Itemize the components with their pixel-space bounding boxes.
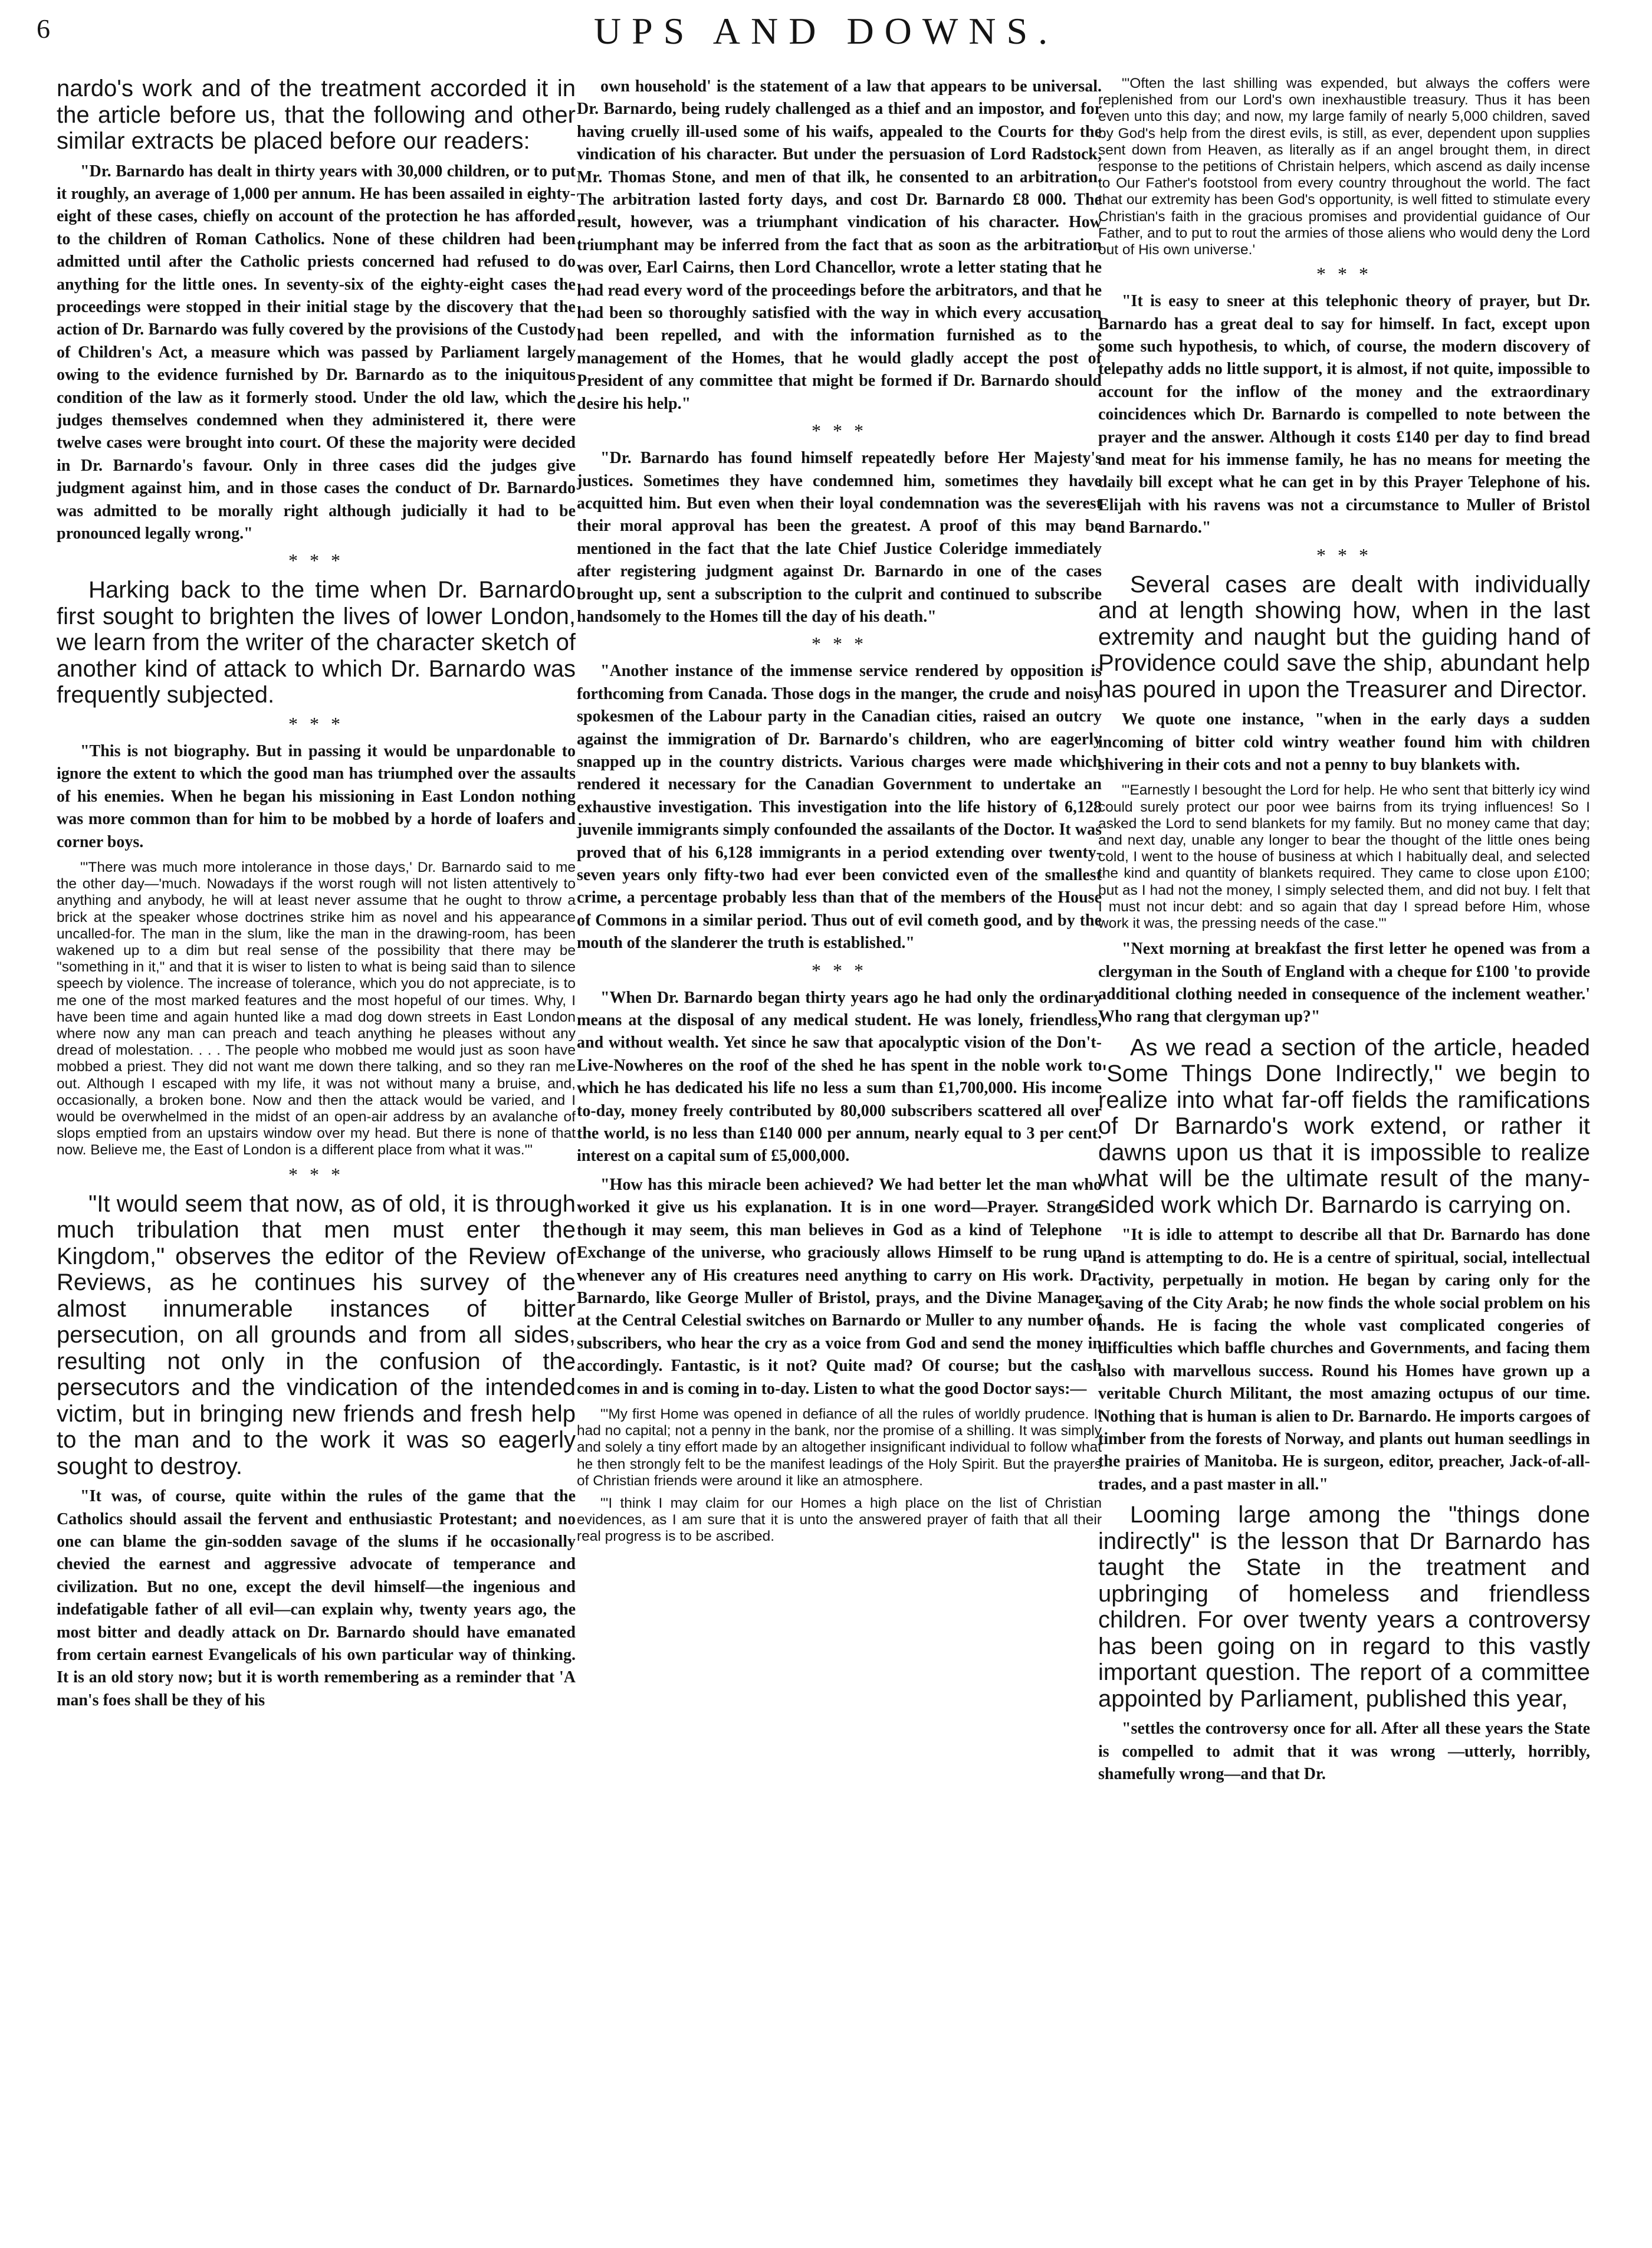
quoted-paragraph: "It is idle to attempt to describe all that Dr. Barnardo has done and is attempting to do. He is a centre of spiritual, social, intellectual activity, perpetually in motion. He began by caring only for the saving of the City Arab; he now finds the whole social problem on his hands. He is facing the whole vast complicated congeries of difficulties which baffle churches and Governments, and facing them also with marvellous success. Round his Homes have grown up a veritable Church Militant, the most amazing octupus of our time. Nothing that is human is alien to Dr. Barnardo. He imports cargoes of timber from the forests of Norway, and plants out human seedlings in the prairies of Manitoba. He is surgeon, editor, preacher, Jack-of-all-trades, and a past master in all." — [1098, 1226, 1590, 1494]
small-quoted-paragraph: "'Often the last shilling was expended, but always the coffers were replenished from our Lord's own inexhaustible treasury. Thus it has been even unto this day; and now, my large family of nearly 5,000 children, saved by God's help from the direst evils, is still, as ever, dependent upon supplies sent down from Heaven, as literally as if an angel brought them, in direct response to the petitions of Christain helpers, which ascend as daily incense to Our Father's footstool from every country throughout the world. The fact that our extremity has been God's opportunity, is well fitted to stimulate every Christian's faith in the gracious promises and providential guidance of Our Father, and to put to rout the armies of those aliens who would deny the Lord out of His own universe.' — [1098, 76, 1590, 258]
section-ornament: * * * — [288, 550, 344, 572]
quoted-paragraph: "How has this miracle been achieved? We had better let the man who worked it give us his explanation. It is in one word—Prayer. Strange though it may seem, this man believes in God as a kind of Telephone Exchange of the universe, who graciously allows Himself to be rung up whenever any of His creatures need anything to carry on His work. Dr. Barnardo, like George Muller of Bristol, prays, and the Divine Manager at the Central Celestial switches on Barnardo or Muller to any number of subscribers, who hear the cry as a voice from God and send the money in accordingly. Fantastic, is it not? Quite mad? Of course; but the cash comes in and is coming in to-day. Listen to what the good Doctor says:— — [577, 1175, 1102, 1398]
section-ornament: * * * — [812, 420, 867, 442]
quoted-paragraph: We quote one instance, "when in the early days a sudden incoming of bitter cold wintry weather found him with children shivering in their cots and not a penny to buy blankets with. — [1098, 710, 1590, 775]
section-ornament: * * * — [812, 959, 867, 981]
section-ornament: * * * — [288, 713, 344, 734]
article-paragraph: nardo's work and of the treatment accorded it in the article before us, that the following and other similar extracts be placed before our readers: — [57, 76, 576, 154]
quoted-paragraph: "Dr. Barnardo has found himself repeatedly before Her Majesty's justices. Sometimes they have condemned him, sometimes they have acquitted him. But even when their loyal condemnation was the severest their moral approval has been the greatest. A proof of this may be mentioned in the fact that the late Chief Justice Coleridge immediately after registering judgment against Dr. Barnardo in one of the cases brought up, sent a subscription to the culprit and continued to subscribe handsomely to the Homes till the day of his death." — [577, 449, 1102, 626]
quoted-paragraph: "Another instance of the immense service rendered by opposition is forthcoming from Canada. Those dogs in the manger, the crude and noisy spokesmen of the Labour party in the Canadian cities, raised an outcry against the immigration of Dr. Barnardo's children, who are eagerly snapped up in the country districts. Various charges were made which rendered it necessary for the Canadian Government to undertake an exhaustive investigation. This investigation into the life history of 6,128 juvenile immigrants simply confounded the assailants of the Doctor. It was proved that of his 6,128 immigrants in a period extending over twenty-seven years only fifty-two had ever been convicted even of the smallest crime, a percentage probably less than that of the members of the House of Commons in a similar period. Thus out of evil cometh good, and by the mouth of the slanderer the truth is established." — [577, 662, 1102, 953]
small-quoted-paragraph: "'I think I may claim for our Homes a high place on the list of Christian evidences, as I am sure that it is unto the answered prayer of faith that all their real progress is to be ascribed. — [577, 1495, 1102, 1545]
section-ornament: * * * — [1316, 544, 1372, 566]
quoted-paragraph: "Next morning at breakfast the first letter he opened was from a clergyman in the South of England with a cheque for £100 'to provide additional clothing needed in consequence of the inclement weather.' Who rang that clergyman up?" — [1098, 940, 1590, 1026]
section-ornament: * * * — [812, 633, 867, 655]
column-3 — [1098, 76, 1590, 1791]
quoted-paragraph: "When Dr. Barnardo began thirty years ago he had only the ordinary means at the disposal of any medical student. He was lonely, friendless, and without wealth. Yet since he saw that apocalyptic vision of the Don't-Live-Nowheres on the roof of the shed he has spent in the noble work to which he has dedicated his life no less a sum than £1,700,000. His income to-day, money freely contributed by 80,000 subscribers scattered all over the world, is no less than £140 000 per annum, nearly equal to 3 per cent. interest on a capital sum of £5,000,000. — [577, 988, 1102, 1166]
article-paragraph: "It would seem that now, as of old, it is through much tribulation that men must enter the Kingdom," observes the editor of the Review of Reviews, as he continues his survey of the almost innumerable instances of bitter persecution, on all grounds and from all sides, resulting not only in the confusion of the persecutors and the vindication of the intended victim, but in bringing new friends and fresh help to the man and to the work it was so eagerly sought to destroy. — [57, 1190, 576, 1479]
page-number: 6 — [37, 14, 50, 44]
small-quoted-paragraph: "'My first Home was opened in defiance of all the rules of worldly prudence. It had no capital; not a penny in the bank, nor the promise of a shilling. It was simply and solely a tiny effort made by an altogether insignificant individual to follow what he then strongly felt to be the manifest leadings of the Holy Spirit. But the prayers of Christian friends were around it like an atmosphere. — [577, 1406, 1102, 1489]
column-1 — [57, 76, 576, 1718]
quoted-paragraph: "settles the controversy once for all. After all these years the State is compelled to admit that it was wrong —utterly, horribly, shamefully wrong—and that Dr. — [1098, 1719, 1590, 1784]
small-quoted-paragraph: "'Earnestly I besought the Lord for help. He who sent that bitterly icy wind could surely protect our poor wee bairns from its trying influences! So I asked the Lord to send blankets for my family. But no money came that day; and next day, unable any longer to bear the thought of the little ones being cold, I went to the house of business at which I habitually deal, and selected the kind and quantity of blankets required. They came to close upon £100; but as I had not the money, I simply selected them, and did not buy. I felt that I must not incur debt: and so again that day I spread before Him, whose work it was, the pressing needs of the case.'" — [1098, 782, 1590, 932]
article-paragraph: Harking back to the time when Dr. Barnardo first sought to brighten the lives of lower London, we learn from the writer of the character sketch of another kind of attack to which Dr. Barnardo was frequently subjected. — [57, 577, 576, 708]
column-2 — [577, 76, 1102, 1551]
small-quoted-paragraph: "'There was much more intolerance in those days,' Dr. Barnardo said to me the other day—'much. Nowadays if the worst rough will not listen attentively to anything and anybody, he will at least never assume that he ought to throw a brick at the speaker whose doctrines strike him as novel and his appearance uncalled-for. The man in the slum, like the man in the drawing-room, has been wakened up to a dim but real sense of the possibility that there may be "something in it," and that it is wiser to listen to what is being said than to silence speech by violence. The increase of tolerance, which you do not appreciate, is to me one of the most marked features and the most hopeful of our times. Why, I have been time and again hunted like a mad dog down streets in East London where now any man can preach and teach anything he pleases without any dread of molestation. . . . The people who mobbed me would just as soon have mobbed a priest. They did not want me down there talking, and so they ran me out. Although I escaped with my life, it was not without many a bruise, and, occasionally, a broken bone. Now and then the attack would be varied, and I would be overwhelmed in the midst of an open-air address by an avalanche of slops emptied from an upstairs window over my head. But there is none of that now. Believe me, the East of London is a different place from what it was.'" — [57, 859, 576, 1159]
running-head: UPS AND DOWNS. — [593, 10, 1059, 52]
quoted-paragraph: "It was, of course, quite within the rules of the game that the Catholics should assail the fervent and enthusiastic Protestant; and no one can blame the gin-sodden savage of the slums if he occasionally chevied the earnest and aggressive advocate of temperance and civilization. But no one, except the devil himself—the ingenious and indefatigable father of all evil—can explain why, twenty years ago, the most bitter and deadly attack on Dr. Barnardo should have emanated from certain earnest Evangelicals of his own particular way of thinking. It is an old story now; but it is worth remembering as a reminder that 'A man's foes shall be they of his — [57, 1487, 576, 1709]
article-paragraph: Several cases are dealt with individually and at length showing how, when in the last extremity and naught but the guiding hand of Providence could save the ship, abundant help has poured in upon the Treasurer and Director. — [1098, 571, 1590, 703]
quoted-paragraph: "It is easy to sneer at this telephonic theory of prayer, but Dr. Barnardo has a great deal to say for himself. In fact, except upon some such hypothesis, to which, of course, the modern discovery of telepathy adds no little support, it is almost, if not quite, impossible to account for the inflow of the money and the extraordinary coincidences which Dr. Barnardo is compelled to note between the prayer and the answer. Although it costs £140 per day to find bread and meat for his immense family, he has no means for meeting the daily bill except what he can get in by this Prayer Telephone of his. Elijah with his ravens was not a circumstance to Muller of Bristol and Barnardo." — [1098, 292, 1590, 537]
article-paragraph: As we read a section of the article, headed "Some Things Done Indirectly," we begin to realize into what far-off fields the ramifications of Dr Barnardo's work extend, or rather it dawns upon us that it is impossible to realize what will be the ultimate result of the many-sided work which Dr. Barnardo is carrying on. — [1098, 1034, 1590, 1218]
section-ornament: * * * — [288, 1163, 344, 1185]
quoted-paragraph: "This is not biography. But in passing it would be unpardonable to ignore the extent to which the good man has triumphed over the assaults of his enemies. When he began his missioning in East London nothing was more common than for him to be mobbed by a horde of loafers and corner boys. — [57, 741, 576, 851]
quoted-paragraph: "Dr. Barnardo has dealt in thirty years with 30,000 children, or to put it roughly, an average of 1,000 per annum. He has been assailed in eighty-eight of these cases, chiefly on account of the protection he has afforded to the children of Roman Catholics. None of these children had been admitted until after the Catholic priests concerned had refused to do anything for the little ones. In seventy-six of the eighty-eight cases the proceedings were stopped in their initial stage by the discovery that the action of Dr. Barnardo was fully covered by the provisions of the Custody of Children's Act, a measure which was passed by Parliament largely owing to the evidence furnished by Dr. Barnardo as to the iniquitous condition of the law as it formerly stood. Under the old law, which the judges themselves condemned when they administered it, there were twelve cases were brought into court. Of these the majority were decided in Dr. Barnardo's favour. Only in three cases did the judges give judgment against him, and in those cases the conduct of Dr. Barnardo was admitted to be morally right although judicially it had to be pronounced legally wrong." — [57, 162, 576, 543]
quoted-paragraph: own household' is the statement of a law that appears to be universal. Dr. Barnardo, being rudely challenged as a thief and an impostor, and for having cruelly ill-used some of his waifs, appealed to the Courts for the vindication of his character. But under the persuasion of Lord Radstock, Mr. Thomas Stone, and men of that ilk, he consented to an arbitration. The arbitration lasted forty days, and cost Dr. Barnardo £8 000. The result, however, was a triumphant vindication of his character. How triumphant may be inferred from the fact that as soon as the arbitration was over, Earl Cairns, then Lord Chancellor, wrote a letter stating that he had read every word of the proceedings before the arbitrators, and that he had been so thoroughly satisfied with the way in which every accusation had been repelled, and with the information furnished as to the management of the Homes, that he would gladly accept the post of President of any committee that might be formed if Dr. Barnardo should desire his help." — [577, 77, 1102, 413]
section-ornament: * * * — [1316, 263, 1372, 285]
article-paragraph: Looming large among the "things done indirectly" is the lesson that Dr Barnardo has taught the State in the treatment and upbringing of homeless and friendless children. For over twenty years a controversy has been going on in regard to this vastly important question. The report of a committee appointed by Parliament, published this year, — [1098, 1502, 1590, 1712]
